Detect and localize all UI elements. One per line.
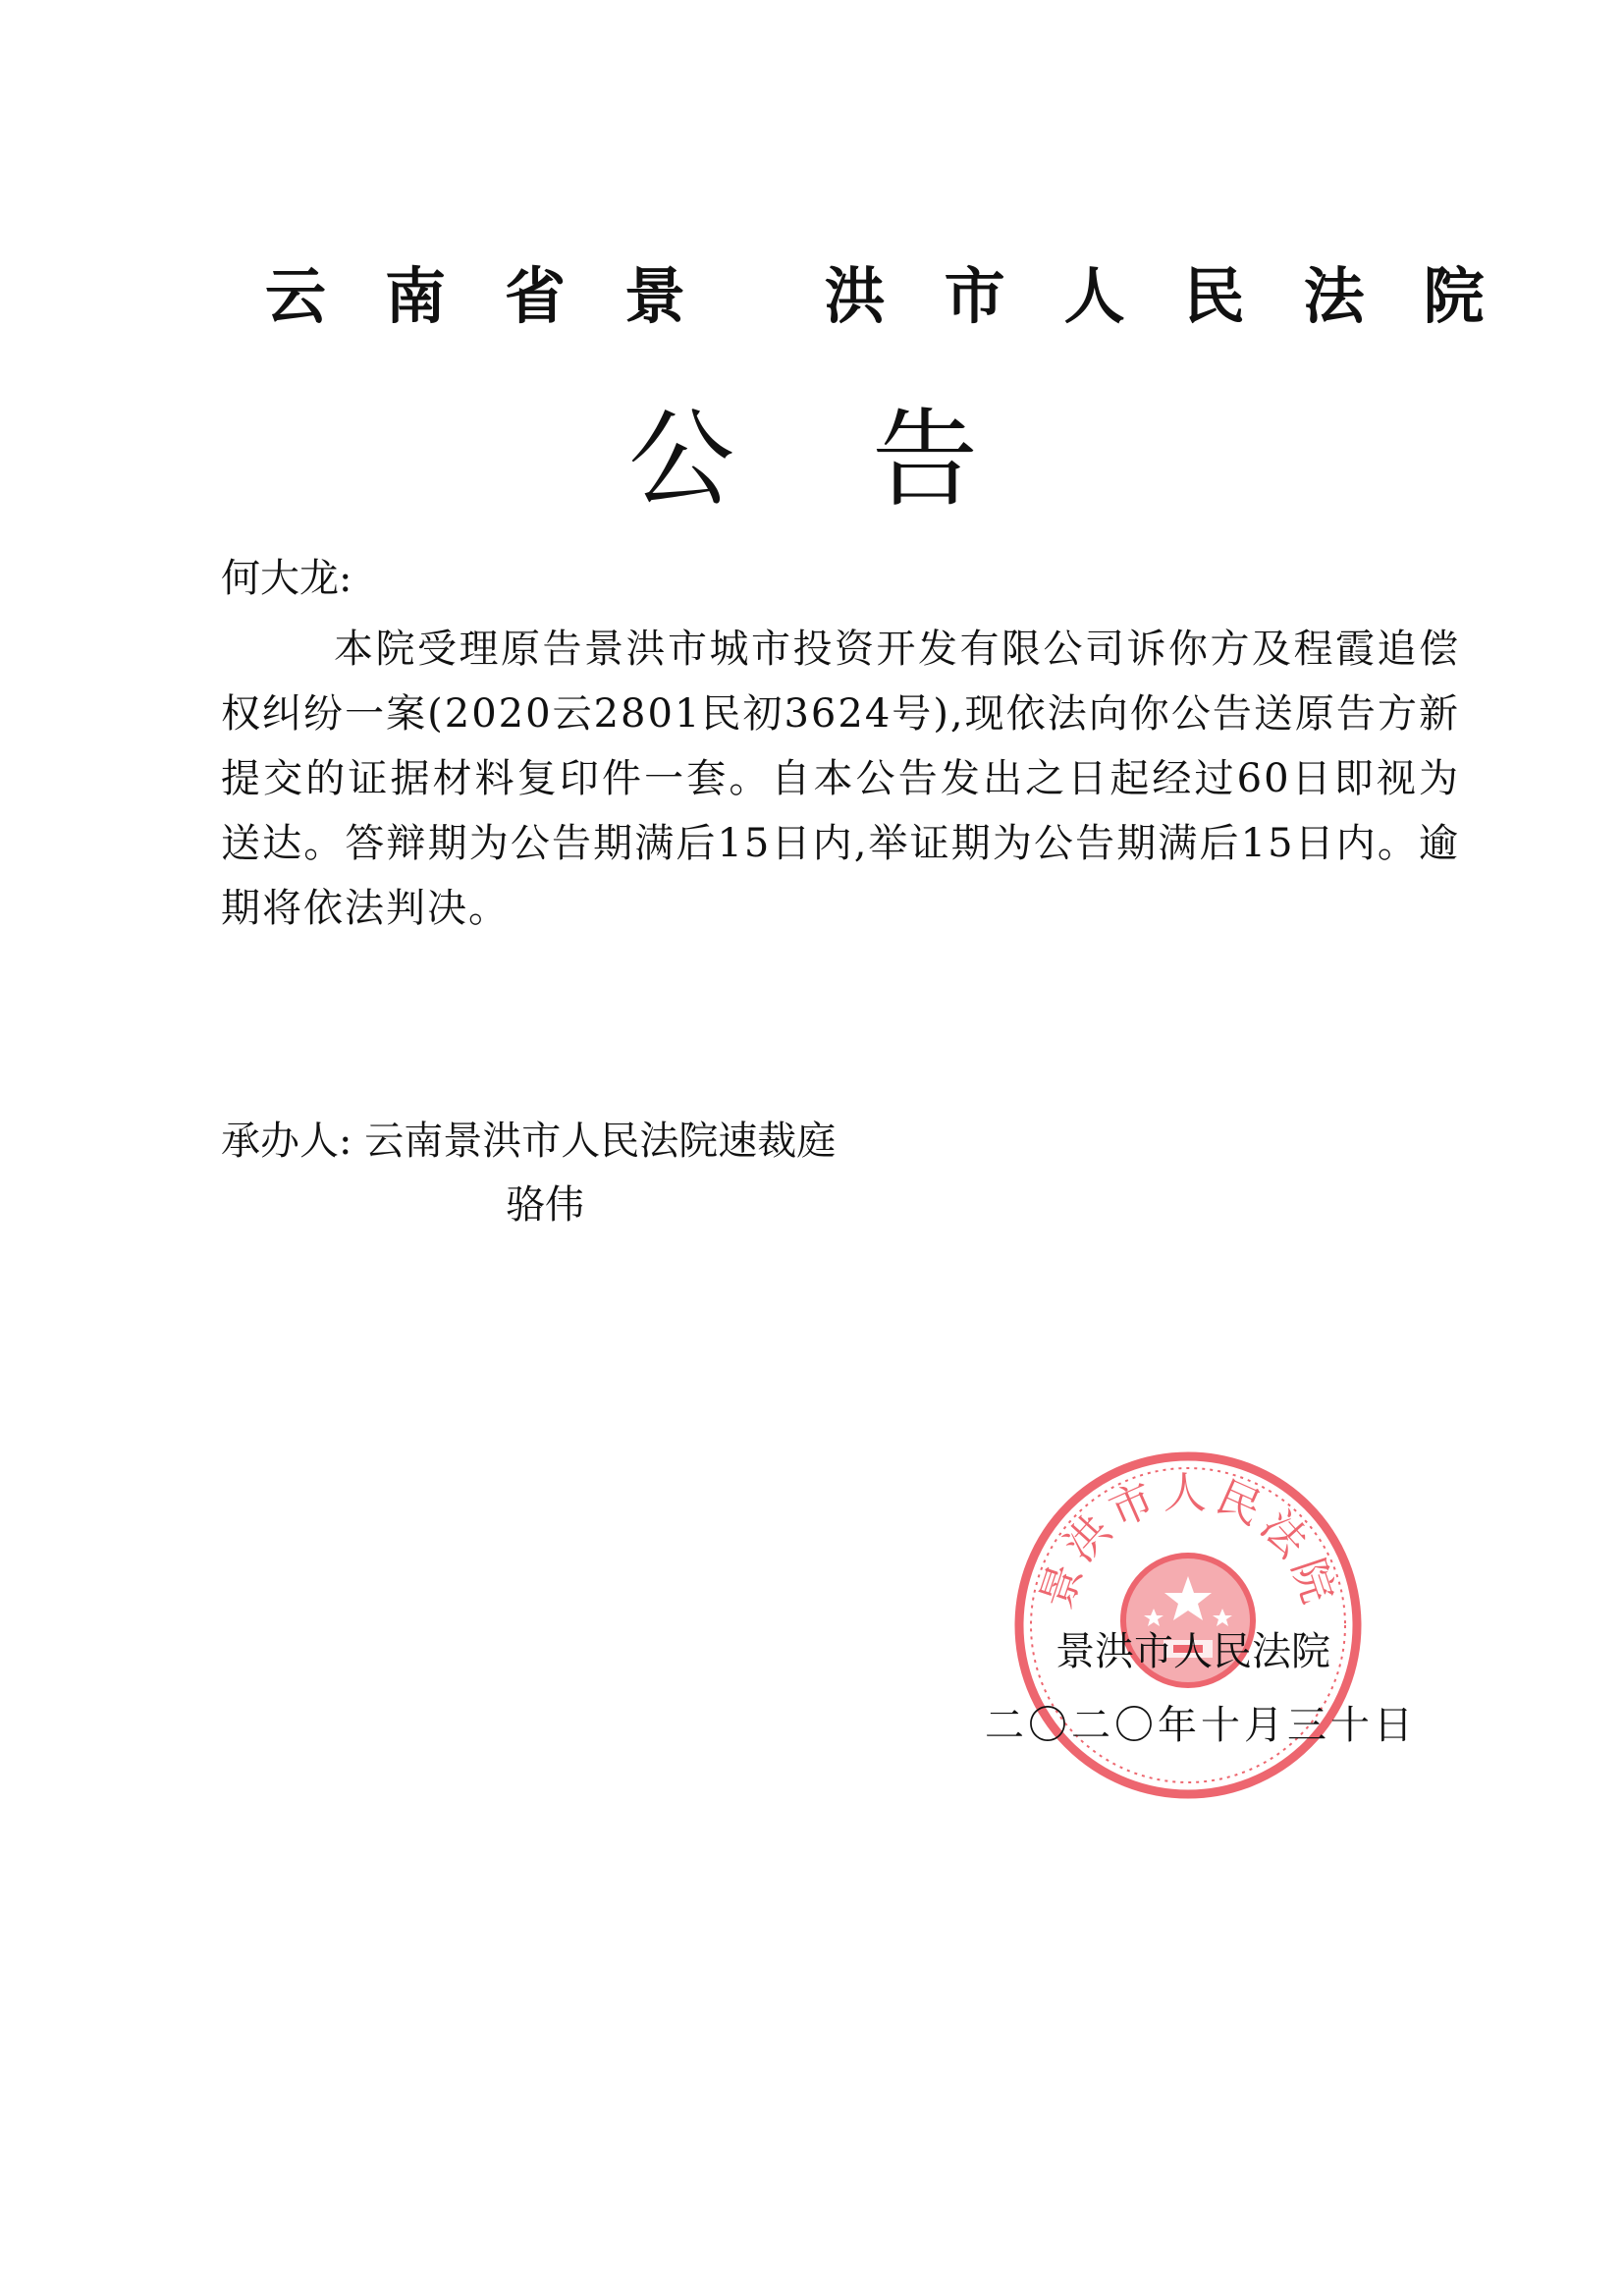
court-title: 云南省景 洪市人民法院 [265,260,1543,332]
handler-line [221,1118,836,1165]
signature-court: 景洪市人民法院 [1055,1629,1330,1674]
seal-text: 景洪市人民法院 [1031,1468,1345,1615]
handler-name: 骆伟 [506,1182,584,1228]
document-type-title: 公告 [628,399,1116,521]
addressee: 何大龙: [221,556,352,601]
notice-body: 本院受理原告景洪市城市投资开发有限公司诉你方及程霞追偿权纠纷一案(2020云2801民初3624号),现依法向你公告送原告方新提交的证据材料复印件一套。自本公告发出之日起经过60日即视为送达。答辩期为公告期满后15日内,举证期为公告期满后15日内。逾期将依法判决。 [221,627,1460,931]
court-seal-icon [1006,1444,1370,1807]
handler-label: 承办人: [221,1119,352,1164]
signature-date: 二〇二〇年十月三十日 [985,1703,1417,1748]
handler-division: 云南景洪市人民法院速裁庭 [364,1119,837,1164]
